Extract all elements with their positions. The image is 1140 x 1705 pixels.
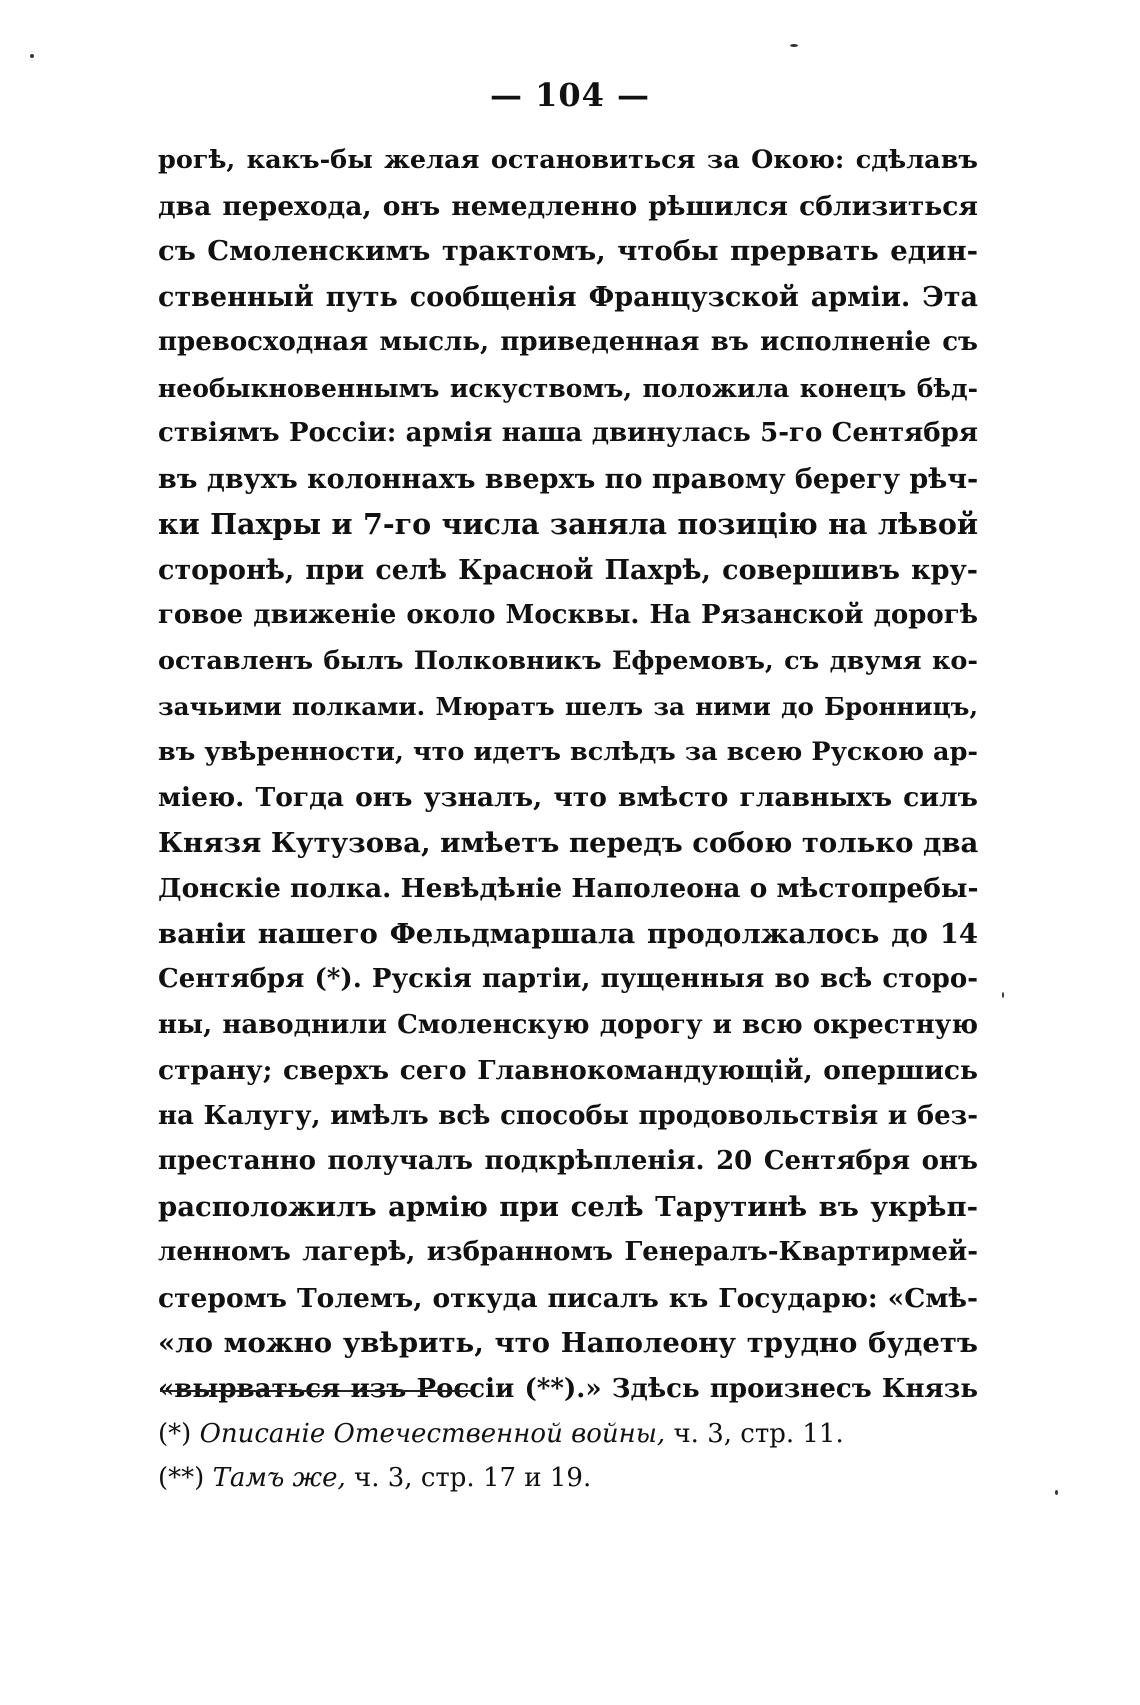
text-line: ственный путь сообщенія Французской арміи. Эта — [158, 281, 978, 313]
text-line: въ двухъ колоннахъ вверхъ по правому берегу рѣч- — [158, 463, 978, 495]
footnote-reference: ч. 3, стр. 17 и 19. — [354, 1463, 592, 1493]
text-line: рогѣ, какъ-бы желая остановиться за Окою: сдѣлавъ — [158, 145, 978, 175]
footnote — [158, 1456, 978, 1500]
scan-speck — [1002, 992, 1004, 998]
text-line: престанно получалъ подкрѣпленія. 20 Сентября онъ — [158, 1146, 978, 1176]
footnotes — [158, 1412, 978, 1500]
scan-speck — [30, 54, 34, 58]
text-line: ны, наводнили Смоленскую дорогу и всю окрестную — [158, 1009, 978, 1040]
text-line: ленномъ лагерѣ, избранномъ Генералъ-Квартирмей- — [158, 1237, 978, 1267]
text-line: на Калугу, имѣлъ всѣ способы продовольствія и без- — [158, 1100, 978, 1131]
page-number: — 104 — — [489, 76, 651, 114]
footnote-mark: (*) — [158, 1419, 192, 1449]
text-line: міею. Тогда онъ узналъ, что вмѣсто главныхъ силъ — [158, 782, 978, 813]
text-line: два перехода, онъ немедленно рѣшился сблизиться — [158, 190, 978, 222]
text-line: въ увѣренности, что идетъ вслѣдъ за всею Рускою ар- — [158, 736, 978, 767]
footnote-divider — [160, 1390, 472, 1392]
text-line: ваніи нашего Фельдмаршала продолжалось до 14 — [158, 917, 978, 950]
text-line: страну; сверхъ сего Главнокомандующій, опершись — [158, 1055, 978, 1086]
text-line: стеромъ Толемъ, откуда писалъ къ Государю: «Смѣ- — [158, 1282, 978, 1314]
text-line: «ло можно увѣрить, что Наполеону трудно будетъ — [158, 1327, 978, 1359]
text-line: говое движеніе около Москвы. На Рязанской дорогѣ — [158, 600, 978, 630]
main-text — [158, 138, 978, 1412]
text-line: ки Пахры и 7-го числа заняла позицію на лѣвой — [158, 507, 978, 541]
text-line: расположилъ армію при селѣ Тарутинѣ въ укрѣп- — [158, 1190, 978, 1223]
text-line: превосходная мысль, приведенная въ исполненіе съ — [158, 327, 978, 357]
text-line: Донскіе полка. Невѣдѣніе Наполеона о мѣстопребы- — [158, 873, 978, 904]
footnote — [158, 1412, 978, 1456]
footnote-reference: ч. 3, стр. 11. — [673, 1419, 844, 1449]
scan-speck — [1055, 1490, 1058, 1495]
footnote-source: Тамъ же, — [212, 1463, 346, 1493]
text-line: зачьими полками. Мюратъ шелъ за ними до Бронницъ, — [158, 692, 978, 721]
text-line: «вырваться изъ Россіи (**).» Здѣсь произнесъ Князь — [158, 1373, 978, 1404]
text-line: Князя Кутузова, имѣетъ передъ собою только два — [158, 826, 978, 859]
footnote-source: Описаніе Отечественной войны, — [199, 1419, 666, 1449]
text-line: оставленъ былъ Полковникъ Ефремовъ, съ двумя ко- — [158, 645, 978, 676]
footnote-mark: (**) — [158, 1463, 205, 1493]
text-line: съ Смоленскимъ трактомъ, чтобы прервать един- — [158, 235, 978, 267]
text-line: сторонѣ, при селѣ Красной Пахрѣ, совершивъ кру- — [158, 554, 978, 586]
text-line: необыкновеннымъ искуствомъ, положила конецъ бѣд- — [158, 373, 978, 403]
text-line: Сентября (*). Рускія партіи, пущенныя во всѣ сторо- — [158, 964, 978, 994]
scan-speck — [790, 44, 798, 47]
text-line: ствіямъ Россіи: армія наша двинулась 5-го Сентября — [158, 418, 978, 448]
